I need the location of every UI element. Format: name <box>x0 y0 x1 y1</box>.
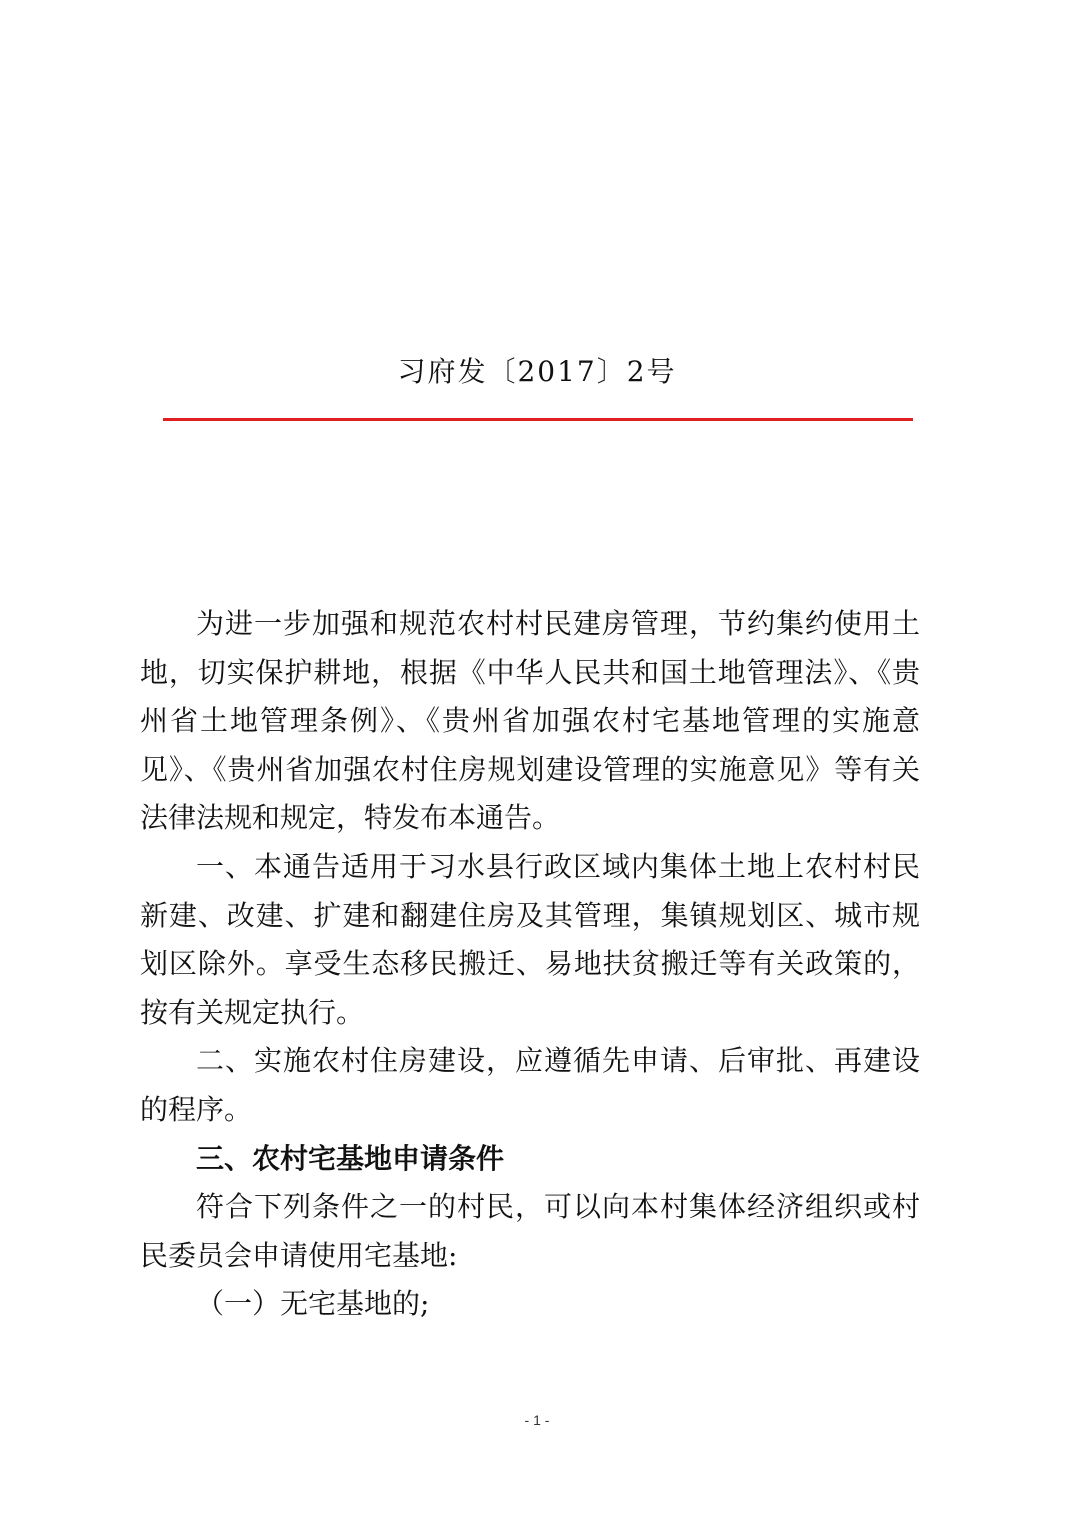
conditions-intro-paragraph: 符合下列条件之一的村民，可以向本村集体经济组织或村民委员会申请使用宅基地: <box>140 1190 920 1272</box>
page-number: - 1 - <box>524 1412 550 1428</box>
article-two-paragraph: 二、实施农村住房建设，应遵循先申请、后审批、再建设的程序。 <box>140 1044 920 1126</box>
article-one-paragraph: 一、本通告适用于习水县行政区域内集体土地上农村村民新建、改建、扩建和翻建住房及其管理，集镇规划区、城市规划区除外。享受生态移民搬迁、易地扶贫搬迁等有关政策的，按有关规定执行。 <box>140 849 920 1029</box>
document-number: 习府发〔2017〕2号 <box>397 355 677 388</box>
preamble-paragraph: 为进一步加强和规范农村村民建房管理，节约集约使用土地，切实保护耕地，根据《中华人民共和国土地管理法》、《贵州省土地管理条例》、《贵州省加强农村宅基地管理的实施意见》、《贵州省加强农村住房规划建设管理的实施意见》等有关法律法规和规定，特发布本通告。 <box>140 607 920 835</box>
condition-one-item: （一）无宅基地的; <box>196 1287 430 1321</box>
section-three-heading: 三、农村宅基地申请条件 <box>196 1141 505 1175</box>
red-separator-line <box>163 418 913 421</box>
document-body <box>140 600 920 1329</box>
